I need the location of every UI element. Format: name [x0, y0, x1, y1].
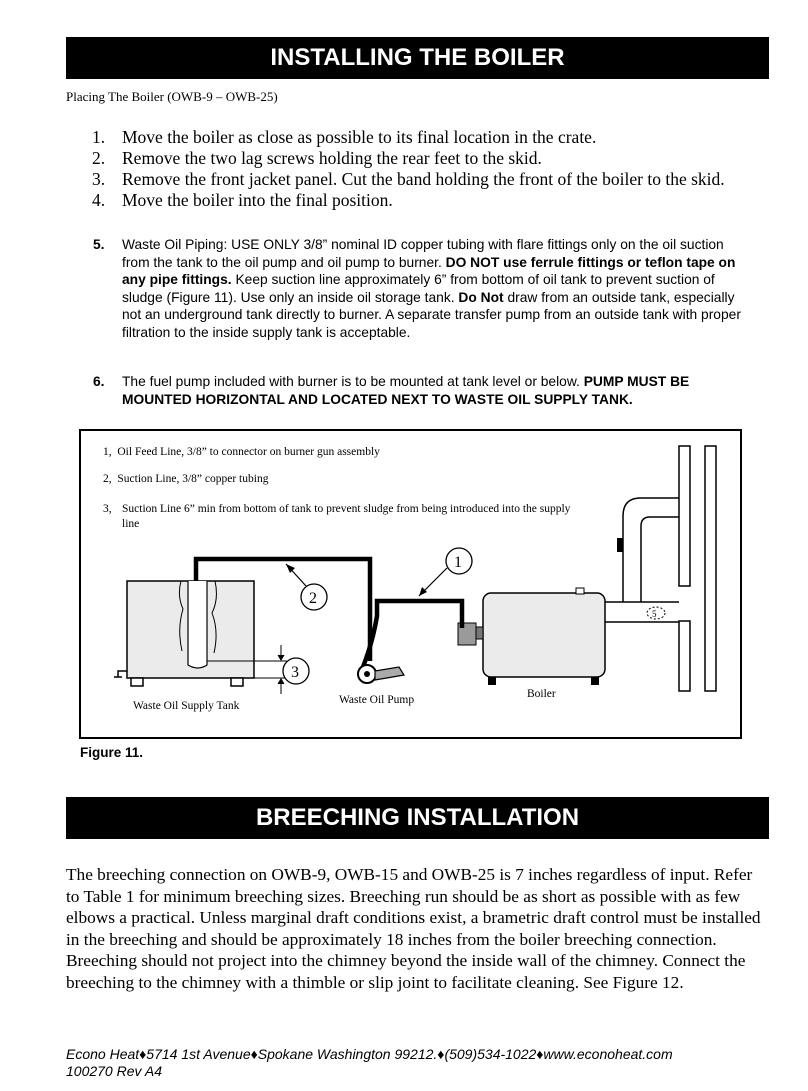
figure-11-diagram	[79, 429, 742, 739]
chimney-wall-left-lower	[679, 621, 690, 691]
step-1: 1. Move the boiler as close as possible to its final location in the crate.	[92, 127, 597, 147]
breeching-pipe	[604, 602, 679, 622]
svg-text:3: 3	[291, 664, 299, 681]
svg-text:1: 1	[454, 554, 462, 571]
step-5: 5. Waste Oil Piping: USE ONLY 3/8” nominal ID copper tubing with flare fittings only on the oil suction from the tank to the oil pump and oil pump to burner. DO NOT use ferrule fittings or teflon tape on any pipe fittings. Keep suction line approximately 6” from bottom of oil tank to prevent suction of sludge (Figure 11). Use only an inside oil storage tank. Do Not draw from an outside tank, especially not an underground tank directly to burner. A separate transfer pump from an outside tank with proper filtration to the inside supply tank is acceptable.	[93, 237, 741, 340]
pump-motor	[375, 667, 404, 680]
label-pump: Waste Oil Pump	[339, 694, 415, 706]
breeching-paragraph: The breeching connection on OWB-9, OWB-15 and OWB-25 is 7 inches regardless of input. Refer to Table 1 for minimum breeching sizes. Breeching run should be as short as possible with as few elbows a practical. Unless marginal draft conditions exist, a brametric draft control must be installed in the breeching and should be approximately 18 inches from the boiler breeching connection. Breeching should not project into the chimney beyond the inside wall of the chimney. Connect the breeching to the chimney with a thimble or slip joint to facilitate cleaning. See Figure 12.	[66, 865, 761, 992]
legend-item-2: 2, Suction Line, 3/8” copper tubing	[103, 473, 269, 485]
label-boiler: Boiler	[527, 688, 556, 700]
legend-item-3: 3, Suction Line 6” min from bottom of tank to prevent sludge from being introduced into the supply line	[103, 503, 571, 530]
footer-address: Econo Heat♦5714 1st Avenue♦Spokane Washington 99212.♦(509)534-1022♦www.econoheat.com	[66, 1046, 673, 1062]
chimney-wall-left-upper	[679, 446, 690, 586]
legend-item-1: 1, Oil Feed Line, 3/8” to connector on burner gun assembly	[103, 446, 380, 458]
footer-revision: 100270 Rev A4	[66, 1063, 162, 1079]
riser-pipe	[623, 498, 679, 602]
svg-text:5: 5	[652, 609, 657, 619]
draft-control	[617, 538, 623, 552]
boiler-foot-right	[591, 677, 599, 685]
subheading-placing-boiler: Placing The Boiler (OWB-9 – OWB-25)	[66, 89, 278, 104]
step-3: 3. Remove the front jacket panel. Cut the band holding the front of the boiler to the skid.	[92, 169, 725, 189]
footer	[66, 1046, 673, 1080]
boiler-body	[483, 593, 605, 677]
oil-feed-line	[363, 601, 462, 667]
step-6: 6. The fuel pump included with burner is to be mounted at tank level or below. PUMP MUST BE MOUNTED HORIZONTAL AND LOCATED NEXT TO WASTE OIL SUPPLY TANK.	[93, 374, 690, 407]
installation-steps	[88, 127, 748, 211]
boiler-vent	[576, 588, 584, 594]
tank-foot-right	[231, 678, 243, 686]
section-title-installing: INSTALLING THE BOILER	[66, 37, 769, 79]
label-tank: Waste Oil Supply Tank	[133, 700, 240, 712]
tank-foot-left	[131, 678, 143, 686]
section-title-breeching: BREECHING INSTALLATION	[66, 797, 769, 839]
tank-drain	[114, 671, 127, 677]
figure-caption: Figure 11.	[80, 745, 144, 760]
chimney-wall-right	[705, 446, 716, 691]
step-2: 2. Remove the two lag screws holding the rear feet to the skid.	[92, 148, 542, 168]
step-4: 4. Move the boiler into the final position.	[92, 190, 393, 210]
svg-text:2: 2	[309, 590, 317, 607]
boiler-foot-left	[488, 677, 496, 685]
